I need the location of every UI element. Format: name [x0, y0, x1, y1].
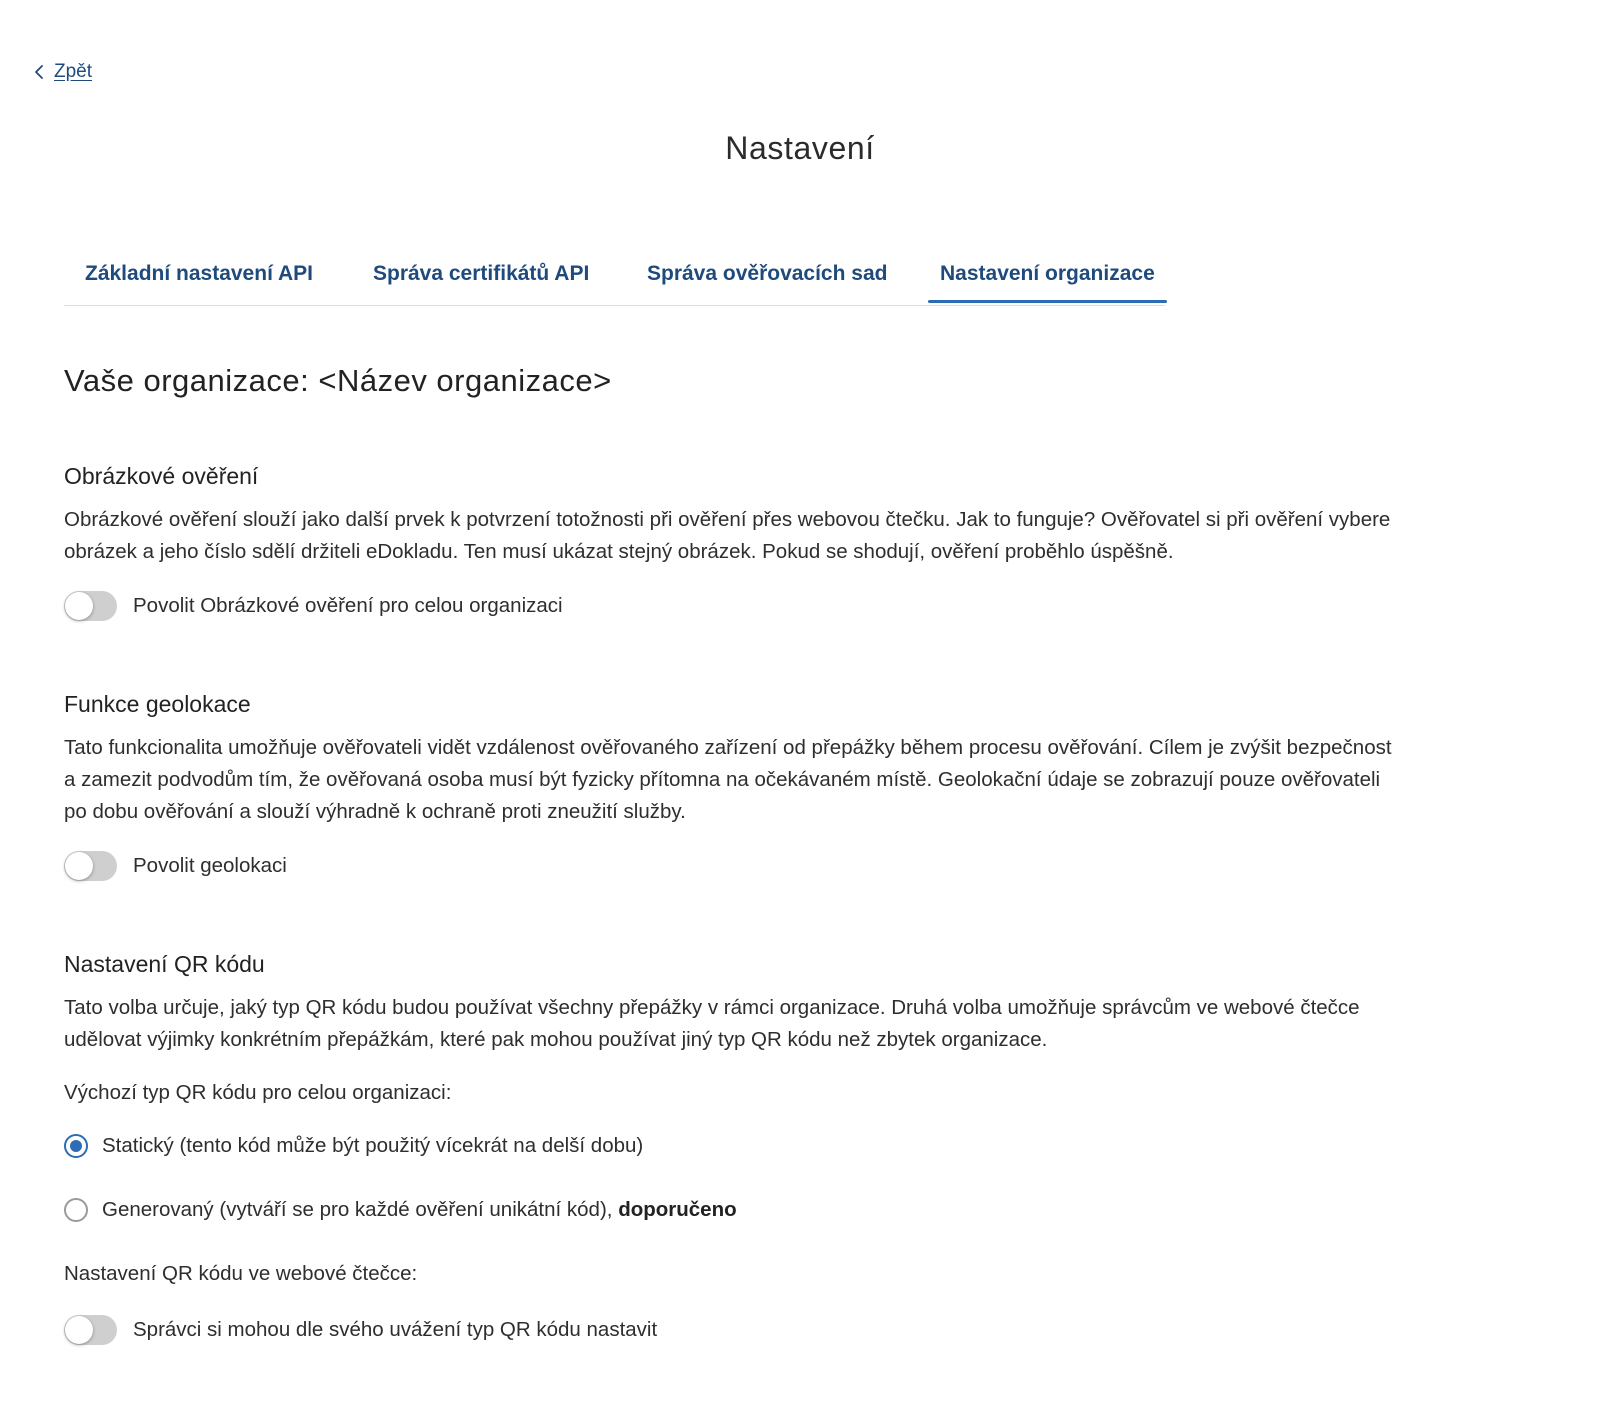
chevron-left-icon	[34, 64, 44, 80]
geolocation-toggle-label: Povolit geolokaci	[133, 854, 287, 877]
page-title: Nastavení	[725, 130, 875, 166]
description-line: obrázek a jeho číslo sdělí držiteli eDokladu. Ten musí ukázat stejný obrázek. Pokud se shodují, ověření proběhlo úspěšně.	[64, 540, 1174, 563]
qr-admin-toggle-label: Správci si mohou dle svého uvážení typ QR kódu nastavit	[133, 1318, 658, 1341]
toggle-knob	[65, 852, 93, 880]
qr-option-generated-row[interactable]	[64, 1198, 737, 1222]
image-verification-toggle-row	[64, 591, 563, 621]
geolocation-toggle-row	[64, 851, 287, 881]
qr-option-generated-text: Generovaný (vytváří se pro každé ověření unikátní kód),	[102, 1198, 613, 1221]
qr-settings-description	[64, 992, 1494, 1056]
description-line: po dobu ověřování a slouží výhradně k ochraně proti zneužití služby.	[64, 800, 686, 823]
image-verification-description	[64, 504, 1494, 568]
qr-web-reader-label: Nastavení QR kódu ve webové čtečce:	[64, 1262, 418, 1285]
toggle-knob	[65, 1316, 93, 1344]
organization-heading: Vaše organizace: <Název organizace>	[64, 363, 612, 398]
recommended-badge: doporučeno	[618, 1198, 737, 1221]
qr-option-static-row[interactable]	[64, 1134, 643, 1158]
geolocation-description	[64, 732, 1494, 828]
qr-option-generated-radio[interactable]	[64, 1198, 88, 1222]
tab-verification-sets[interactable]: Správa ověřovacích sad	[647, 262, 888, 285]
qr-settings-title: Nastavení QR kódu	[64, 951, 265, 977]
image-verification-toggle[interactable]	[64, 591, 117, 621]
image-verification-toggle-label: Povolit Obrázkové ověření pro celou organizaci	[133, 594, 563, 617]
qr-admin-toggle[interactable]	[64, 1315, 117, 1345]
qr-admin-toggle-row	[64, 1315, 657, 1345]
settings-tabs	[64, 248, 1165, 306]
description-line: udělovat výjimky konkrétním přepážkám, které pak mohou používat jiný typ QR kódu než zbytek organizace.	[64, 1028, 1048, 1051]
geolocation-toggle[interactable]	[64, 851, 117, 881]
toggle-knob	[65, 592, 93, 620]
image-verification-title: Obrázkové ověření	[64, 463, 259, 489]
qr-default-type-label: Výchozí typ QR kódu pro celou organizaci:	[64, 1081, 452, 1104]
back-label: Zpět	[54, 61, 93, 82]
tab-organization-settings[interactable]: Nastavení organizace	[940, 262, 1155, 285]
description-line: Tato funkcionalita umožňuje ověřovateli vidět vzdálenost ověřovaného zařízení od přepážky během procesu ověřování. Cílem je zvýšit bezpečnost	[64, 736, 1392, 759]
qr-option-static-label: Statický (tento kód může být použitý vícekrát na delší dobu)	[102, 1134, 644, 1157]
description-line: a zamezit podvodům tím, že ověřovaná osoba musí být fyzicky přítomna na očekávaném místě. Geolokační údaje se zobrazují pouze ověřovateli	[64, 768, 1381, 791]
qr-option-generated-label	[102, 1198, 737, 1222]
tab-api-certificates[interactable]: Správa certifikátů API	[373, 262, 590, 285]
description-line: Obrázkové ověření slouží jako další prvek k potvrzení totožnosti při ověření přes webovou čtečku. Jak to funguje? Ověřovatel si při ověření vybere	[64, 508, 1391, 531]
geolocation-title: Funkce geolokace	[64, 691, 251, 717]
back-link[interactable]	[34, 61, 92, 83]
tab-basic-api-settings[interactable]: Základní nastavení API	[85, 262, 313, 285]
qr-option-static-radio[interactable]	[64, 1134, 88, 1158]
description-line: Tato volba určuje, jaký typ QR kódu budou používat všechny přepážky v rámci organizace. Druhá volba umožňuje správcům ve webové čtečce	[64, 996, 1360, 1019]
